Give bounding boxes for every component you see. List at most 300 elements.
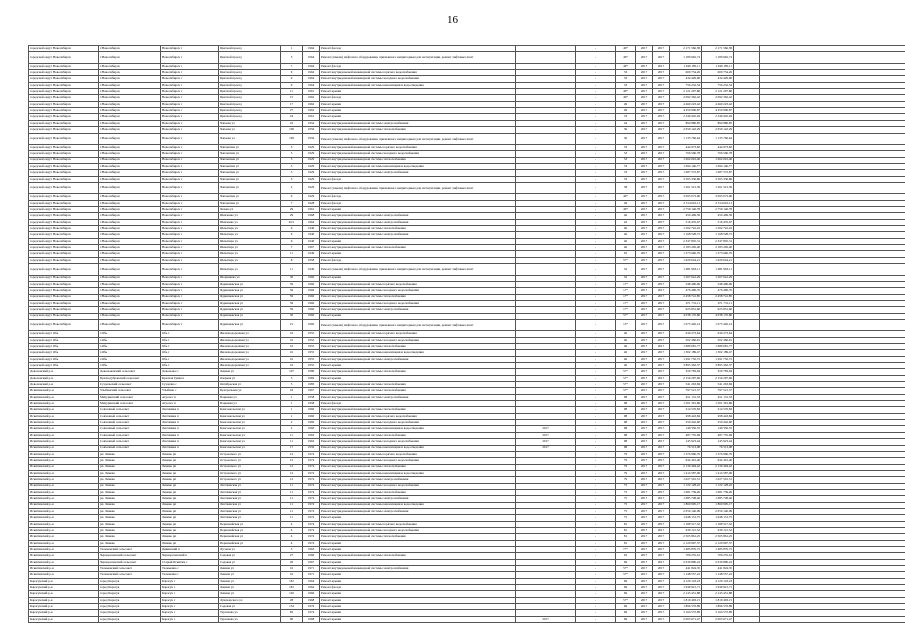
table-cell: Садовая ул	[219, 553, 281, 559]
table-cell: 1 261 521,39	[702, 182, 734, 193]
table-cell: 2 130 494,42	[670, 464, 702, 470]
table-cell: Ремонт крыши	[320, 313, 516, 319]
table-cell: Ремонт внутридомовой инженерной системы теплоснабжения	[320, 382, 516, 388]
table-cell: 30	[281, 313, 303, 319]
table-cell: -	[576, 313, 616, 319]
table-cell: Ремонт внутридомовой инженерной системы электроснабжения	[320, 394, 516, 400]
table-cell: 2017	[636, 451, 653, 457]
table-cell: 1 896 576,89	[670, 604, 702, 610]
table-cell: 17*	[616, 281, 636, 287]
table-cell: 1 949 921,71	[702, 585, 734, 591]
table-cell: -	[576, 194, 616, 200]
table-cell: Шевченко ул	[219, 213, 281, 219]
table-cell: Новосибирск г	[161, 133, 219, 144]
table-cell: Листвянка п	[161, 445, 219, 451]
table-cell: Искитимский р-н	[29, 451, 99, 457]
table-cell: -	[576, 515, 616, 521]
table-cell: 2017	[636, 82, 653, 88]
table-cell: 2017	[653, 70, 670, 76]
table-cell: Ремонт внутридомовой инженерной системы канализации и водоотведения	[320, 470, 516, 476]
table-cell: 3 095 073,96	[670, 194, 702, 200]
table-cell: Шорникова ул	[219, 275, 281, 281]
table-cell: 2017	[636, 534, 653, 540]
table-cell: г.Новосибирск	[99, 200, 161, 206]
table-cell: 181	[281, 585, 303, 591]
table-cell: 1974	[303, 458, 320, 464]
table-cell: городской округ Новосибирск	[29, 76, 99, 82]
table-cell: 1	[281, 394, 303, 400]
table-cell: Железнодорожная ул	[219, 337, 281, 343]
table-cell: Железнодорожная ул	[219, 350, 281, 356]
table-cell: 16	[281, 337, 303, 343]
table-cell: 57*	[616, 566, 636, 572]
table-cell: Ремонт фасада	[320, 585, 516, 591]
table-cell: г.Новосибирск	[99, 46, 161, 52]
table-cell: 797 521,37	[702, 388, 734, 394]
table-cell: Шекспира ул	[219, 257, 281, 263]
table-cell: Ремонт фасада	[320, 63, 516, 69]
table-cell: Новосибирск г	[161, 52, 219, 63]
table-cell: 1 620 624,21	[670, 257, 702, 263]
table-cell: 2017	[653, 337, 670, 343]
table-cell: Линево рп	[161, 489, 219, 495]
table-cell: 1	[281, 46, 303, 52]
table-cell: -	[576, 176, 616, 182]
table-cell: 1 062 691,40	[670, 157, 702, 163]
table-cell: Цветной проезд	[219, 95, 281, 101]
table-cell: Мичуринский сельсовет	[99, 394, 161, 400]
table-cell: Ремонт крыши	[320, 540, 516, 546]
table-cell: 1989	[303, 369, 320, 375]
table-cell: 5	[281, 157, 303, 163]
table-cell: 2017	[653, 591, 670, 597]
table-row	[29, 616, 905, 622]
table-cell: 502 366,91	[670, 337, 702, 343]
table-cell: 1 485 876,72	[670, 547, 702, 553]
table-cell: -	[576, 288, 616, 294]
table-cell: г.Обь	[99, 331, 161, 337]
table-cell: 1962	[303, 95, 320, 101]
table-cell: -	[576, 46, 616, 52]
table-cell: Новосибирск г	[161, 114, 219, 120]
table-cell: -	[576, 458, 616, 464]
table-cell: 1967	[303, 388, 320, 394]
table-cell: 81	[616, 521, 636, 527]
table-cell: 600 754,26	[670, 70, 702, 76]
table-cell: 145 923,44	[670, 439, 702, 445]
table-cell: 2 143 451,88	[670, 591, 702, 597]
table-cell: Обь г	[161, 363, 219, 369]
table-cell: 2017	[653, 426, 670, 432]
table-cell: 1 189 517,32	[702, 521, 734, 527]
table-cell: 2017	[653, 458, 670, 464]
table-cell: городской округ Новосибирск	[29, 194, 99, 200]
table-cell: 2017	[636, 559, 653, 565]
table-cell: Островского ул	[219, 477, 281, 483]
table-cell: Новосибирск г	[161, 151, 219, 157]
table-cell: Новосибирск г	[161, 157, 219, 163]
table-cell: 2017	[636, 182, 653, 193]
table-cell: -	[576, 420, 616, 426]
table-cell: 2017	[636, 439, 653, 445]
table-cell: -	[576, 275, 616, 281]
table-cell: 33	[616, 76, 636, 82]
table-cell: 1968	[303, 616, 320, 622]
table-cell: 65	[616, 553, 636, 559]
table-cell: 16	[281, 344, 303, 350]
table-cell: 2017	[636, 375, 653, 381]
table-cell: Первомайская ул	[219, 540, 281, 546]
table-cell: 450 469,59	[702, 213, 734, 219]
table-cell: Ремонт крыши	[320, 114, 516, 120]
table-cell: 2017	[636, 553, 653, 559]
table-cell: 2 059 142,29	[670, 127, 702, 133]
table-cell: г.Новосибирск	[99, 232, 161, 238]
table-cell: 2017	[653, 521, 670, 527]
table-cell: 49*	[616, 95, 636, 101]
table-cell: Ремонт внутридомовой инженерной системы холодного водоснабжения	[320, 288, 516, 294]
table-cell: городской округ Новосибирск	[29, 163, 99, 169]
table-cell: 1 081 963,11	[702, 264, 734, 275]
table-cell: 154	[281, 604, 303, 610]
table-cell: 1949	[303, 251, 320, 257]
table-cell: 1961	[303, 114, 320, 120]
table-cell: Первомайская ул	[219, 527, 281, 533]
table-cell: Озерная ул	[219, 375, 281, 381]
table-cell: 2017	[653, 439, 670, 445]
table-cell: 2017	[653, 52, 670, 63]
table-cell: Цветной проезд	[219, 63, 281, 69]
table-row	[29, 264, 905, 275]
table-cell: Цветной проезд	[219, 101, 281, 107]
table-cell: 1 302 189,47	[702, 350, 734, 356]
table-cell: Искитимский р-н	[29, 407, 99, 413]
table-cell: 1964	[303, 46, 320, 52]
table-cell: Ремонт крыши	[320, 275, 516, 281]
table-cell: Дивинский п	[161, 547, 219, 553]
table-cell: Первомайская ул	[219, 534, 281, 540]
table-cell: 4 038 176,80	[702, 313, 734, 319]
table-cell: Новосибирск г	[161, 207, 219, 213]
table-cell: -	[576, 70, 616, 76]
table-cell: 1 567 641,29	[670, 275, 702, 281]
table-cell: 59	[281, 307, 303, 313]
table-cell: Новосибирск г	[161, 176, 219, 182]
table-cell: 57*	[616, 572, 636, 578]
table-cell: 15*	[616, 319, 636, 330]
table-cell: Новосибирск г	[161, 63, 219, 69]
table-cell: 1974	[303, 515, 320, 521]
table-cell: 12	[281, 470, 303, 476]
table-cell: Искитимский р-н	[29, 559, 99, 565]
table-cell	[734, 133, 760, 144]
table-cell: 2 050 146,09	[702, 508, 734, 514]
table-cell: 2017	[636, 95, 653, 101]
table-cell: -	[576, 407, 616, 413]
table-cell: 1 122 128,22	[702, 483, 734, 489]
table-cell: 1	[281, 413, 303, 419]
table-cell	[760, 616, 905, 622]
table-cell: Ремонт внутридомовой инженерной системы электроснабжения	[320, 508, 516, 514]
table-cell: 441 824,35	[702, 566, 734, 572]
table-cell: Линево рп	[161, 496, 219, 502]
table-cell: 2017	[653, 82, 670, 88]
table-cell: 2 120 997,37	[702, 540, 734, 546]
table-cell: 451 131,33	[670, 394, 702, 400]
table-cell: Карасукский р-н	[29, 616, 99, 622]
table-cell: Ремонт внутридомовой инженерной системы горячего водоснабжения	[320, 413, 516, 419]
table-cell: Луговая ул	[219, 547, 281, 553]
table-cell: Комсомольская ул	[219, 426, 281, 432]
table-cell: 1960	[303, 300, 320, 306]
table-cell: городской округ Новосибирск	[29, 232, 99, 238]
table-cell: Искитимский р-н	[29, 445, 99, 451]
table-cell: Искитимский р-н	[29, 420, 99, 426]
table-cell: 1 561 391,86	[670, 401, 702, 407]
table-cell: Комсомольская ул	[219, 445, 281, 451]
table-cell: -	[576, 219, 616, 225]
table-cell: 27	[281, 108, 303, 114]
table-cell: 1 948 131,75	[702, 515, 734, 521]
table-cell: 2017	[653, 194, 670, 200]
table-cell: Ремонт крыши	[320, 101, 516, 107]
table-cell: 29	[281, 213, 303, 219]
table-cell: Ремонт внутридомовой инженерной системы канализации и водоотведения	[320, 426, 516, 432]
table-cell: Новосибирск г	[161, 226, 219, 232]
table-cell: городской округ Новосибирск	[29, 120, 99, 126]
table-cell: 107	[281, 369, 303, 375]
table-cell: 2017	[636, 257, 653, 263]
table-cell: г.Новосибирск	[99, 133, 161, 144]
table-row	[29, 133, 905, 144]
table-cell: Искитимский р-н	[29, 553, 99, 559]
table-cell: 2017	[636, 344, 653, 350]
table-cell: 1 075 402,14	[702, 319, 734, 330]
table-cell: 2017	[636, 76, 653, 82]
table-cell: 2017	[653, 540, 670, 546]
table-cell: 2017	[653, 264, 670, 275]
table-cell: -	[576, 401, 616, 407]
table-cell: Ремонт внутридомовой инженерной системы электроснабжения	[320, 120, 516, 126]
table-cell: рп. Линево	[99, 508, 161, 514]
table-cell: рп. Линево	[99, 534, 161, 540]
table-cell: 450 469,59	[670, 213, 702, 219]
table-cell: 17	[281, 101, 303, 107]
table-cell: 1960	[303, 307, 320, 313]
table-cell: 2 143 451,88	[702, 591, 734, 597]
table-cell: городской округ Новосибирск	[29, 226, 99, 232]
table-cell: Ремонт внутридомовой инженерной системы холодного водоснабжения	[320, 151, 516, 157]
table-cell: Новосибирск г	[161, 127, 219, 133]
table-cell: 12	[281, 458, 303, 464]
table-cell: 548 490,96	[702, 281, 734, 287]
table-cell: 320 783,94	[702, 369, 734, 375]
table-cell: Первомайская ул	[219, 521, 281, 527]
table-cell: Ремонт внутридомовой инженерной системы теплоснабжения	[320, 369, 516, 375]
table-cell: 2017	[653, 213, 670, 219]
table-cell: 5	[281, 151, 303, 157]
table-cell: Комсомольская ул	[219, 420, 281, 426]
table-cell: г.Новосибирск	[99, 127, 161, 133]
table-cell: 57*	[616, 597, 636, 603]
table-cell: 98	[616, 407, 636, 413]
table-cell: Ремонт внутридомовой инженерной системы холодного водоснабжения	[320, 458, 516, 464]
table-cell: 7	[281, 200, 303, 206]
table-cell: 2017	[636, 170, 653, 176]
table-cell: Агролес п	[161, 394, 219, 400]
table-cell: Новосибирск г	[161, 70, 219, 76]
table-cell: 1 562 722,22	[670, 226, 702, 232]
table-cell: г.Новосибирск	[99, 226, 161, 232]
table-cell: 81	[616, 534, 636, 540]
table-cell: Линево рп	[161, 451, 219, 457]
table-cell: Листвянка п	[161, 413, 219, 419]
table-cell: 2017	[636, 331, 653, 337]
table-cell: Совхозный сельсовет	[99, 420, 161, 426]
table-cell	[734, 264, 760, 275]
table-cell: Суздальский сельсовет	[99, 382, 161, 388]
table-cell: 17*	[616, 294, 636, 300]
table-cell: 1961	[303, 89, 320, 95]
table-cell: Ядринцевская ул	[219, 313, 281, 319]
table-cell: Чернореченский п	[161, 553, 219, 559]
table-cell: 2017	[636, 275, 653, 281]
table-cell: 2017	[653, 157, 670, 163]
table-cell: Октябрьская ул	[219, 382, 281, 388]
table-cell: Парковая ул	[219, 401, 281, 407]
table-cell: 2017	[636, 307, 653, 313]
table-cell: Листвянская ул	[219, 496, 281, 502]
table-cell: 49	[616, 200, 636, 206]
table-cell: 1974	[303, 508, 320, 514]
table-cell: 2017	[636, 420, 653, 426]
table-cell: г.Новосибирск	[99, 288, 161, 294]
table-cell: Листвянская ул	[219, 483, 281, 489]
table-cell: 541 263,84	[670, 382, 702, 388]
table-cell: Ремонт фасада	[320, 95, 516, 101]
table-cell: 2017	[636, 313, 653, 319]
table-cell: Карасук г	[161, 578, 219, 584]
table-cell: 2017	[516, 445, 576, 451]
table-cell: 476 496,76	[670, 288, 702, 294]
table-cell: 1 261 521,39	[670, 182, 702, 193]
table-cell: 2017	[636, 445, 653, 451]
table-cell: городской округ Новосибирск	[29, 307, 99, 313]
table-cell: Красная Грива п	[161, 375, 219, 381]
table-cell: Центральная ул	[219, 388, 281, 394]
table-cell: Обь г	[161, 331, 219, 337]
table-cell: г.Новосибирск	[99, 319, 161, 330]
table-cell: 1960	[303, 407, 320, 413]
table-cell: 2017	[653, 300, 670, 306]
table-cell: городской округ Новосибирск	[29, 89, 99, 95]
table-cell: 4 120 143,23	[702, 578, 734, 584]
table-cell: 2	[281, 420, 303, 426]
table-cell: 2017	[653, 363, 670, 369]
table-cell: 79	[616, 470, 636, 476]
table-cell: 1 376 966,76	[702, 451, 734, 457]
table-cell: -	[576, 264, 616, 275]
table-cell: 1 189 517,32	[670, 521, 702, 527]
table-cell: 36	[616, 133, 636, 144]
table-cell: 890 880,85	[670, 120, 702, 126]
table-cell: 46	[616, 238, 636, 244]
table-cell: Ремонт внутридомовой инженерной системы канализации и водоотведения	[320, 445, 516, 451]
table-cell: 2017	[636, 591, 653, 597]
table-cell: 16	[281, 566, 303, 572]
table-cell: 98	[616, 394, 636, 400]
table-cell: 1929	[303, 176, 320, 182]
table-cell: 79	[616, 464, 636, 470]
table-cell: Доволенский р-н	[29, 369, 99, 375]
table-cell: 630 273,64	[702, 331, 734, 337]
table-cell: 109	[281, 133, 303, 144]
table-cell: 32	[616, 264, 636, 275]
table-cell: 1 291 732,72	[670, 356, 702, 362]
table-cell: 2 314 610,11	[670, 200, 702, 206]
table-cell: г.Новосибирск	[99, 313, 161, 319]
table-cell: городской округ Новосибирск	[29, 144, 99, 150]
table-cell: Ремонт внутридомовой инженерной системы теплоснабжения	[320, 432, 516, 438]
table-cell: -	[576, 319, 616, 330]
table-cell: 1976	[303, 604, 320, 610]
table-cell: Шекспира ул	[219, 251, 281, 257]
table-cell: 1960	[303, 275, 320, 281]
table-cell: 1971	[303, 572, 320, 578]
table-cell: -	[576, 63, 616, 69]
table-cell: 2 565 861,25	[670, 534, 702, 540]
table-cell: Искитимский р-н	[29, 489, 99, 495]
table-cell: 69	[616, 604, 636, 610]
table-cell: -	[576, 451, 616, 457]
table-cell: Доволенский р-н	[29, 375, 99, 381]
table-cell: -	[576, 439, 616, 445]
table-cell: г.Новосибирск	[99, 194, 161, 200]
table-cell: 671 731,11	[702, 300, 734, 306]
table-cell: 2017	[636, 477, 653, 483]
table-cell: Ремонт внутридомовой инженерной системы горячего водоснабжения	[320, 331, 516, 337]
table-cell: 2017	[516, 432, 576, 438]
table-cell: 11	[281, 502, 303, 508]
table-cell: рп. Линево	[99, 470, 161, 476]
table-cell: Ленина ул	[219, 369, 281, 375]
table-cell: Ремонт внутридомовой инженерной системы теплоснабжения	[320, 388, 516, 394]
table-cell: -	[576, 95, 616, 101]
table-cell: 434 429,96	[670, 76, 702, 82]
table-cell: -	[576, 356, 616, 362]
table-cell: Ремонт внутридомовой инженерной системы теплоснабжения	[320, 157, 516, 163]
table-cell: Ремонт (замена) лифтового оборудования, признанного непригодным для эксплуатации, ремонт лифтовых шахт	[320, 133, 516, 144]
table-cell: 259 442,60	[702, 420, 734, 426]
table-cell: 2017	[636, 337, 653, 343]
table-cell: -	[576, 572, 616, 578]
table-cell: 434 429,96	[702, 76, 734, 82]
table-cell: 2 349 445,04	[702, 114, 734, 120]
table-cell: 33	[616, 82, 636, 88]
table-cell: 4	[281, 540, 303, 546]
table-cell: Доволенский р-н	[29, 382, 99, 388]
table-cell: 98	[616, 426, 636, 432]
table-cell: 2 171 566,58	[670, 46, 702, 52]
table-cell: Искитимский р-н	[29, 483, 99, 489]
table-cell: городской округ Новосибирск	[29, 238, 99, 244]
table-cell: город Карасук	[99, 597, 161, 603]
table-cell: 1974	[303, 521, 320, 527]
table-cell: Цветной проезд	[219, 108, 281, 114]
table-cell: Искитимский р-н	[29, 508, 99, 514]
table-cell: Ремонт крыши	[320, 572, 516, 578]
table-cell: Тургенева ул	[219, 610, 281, 616]
